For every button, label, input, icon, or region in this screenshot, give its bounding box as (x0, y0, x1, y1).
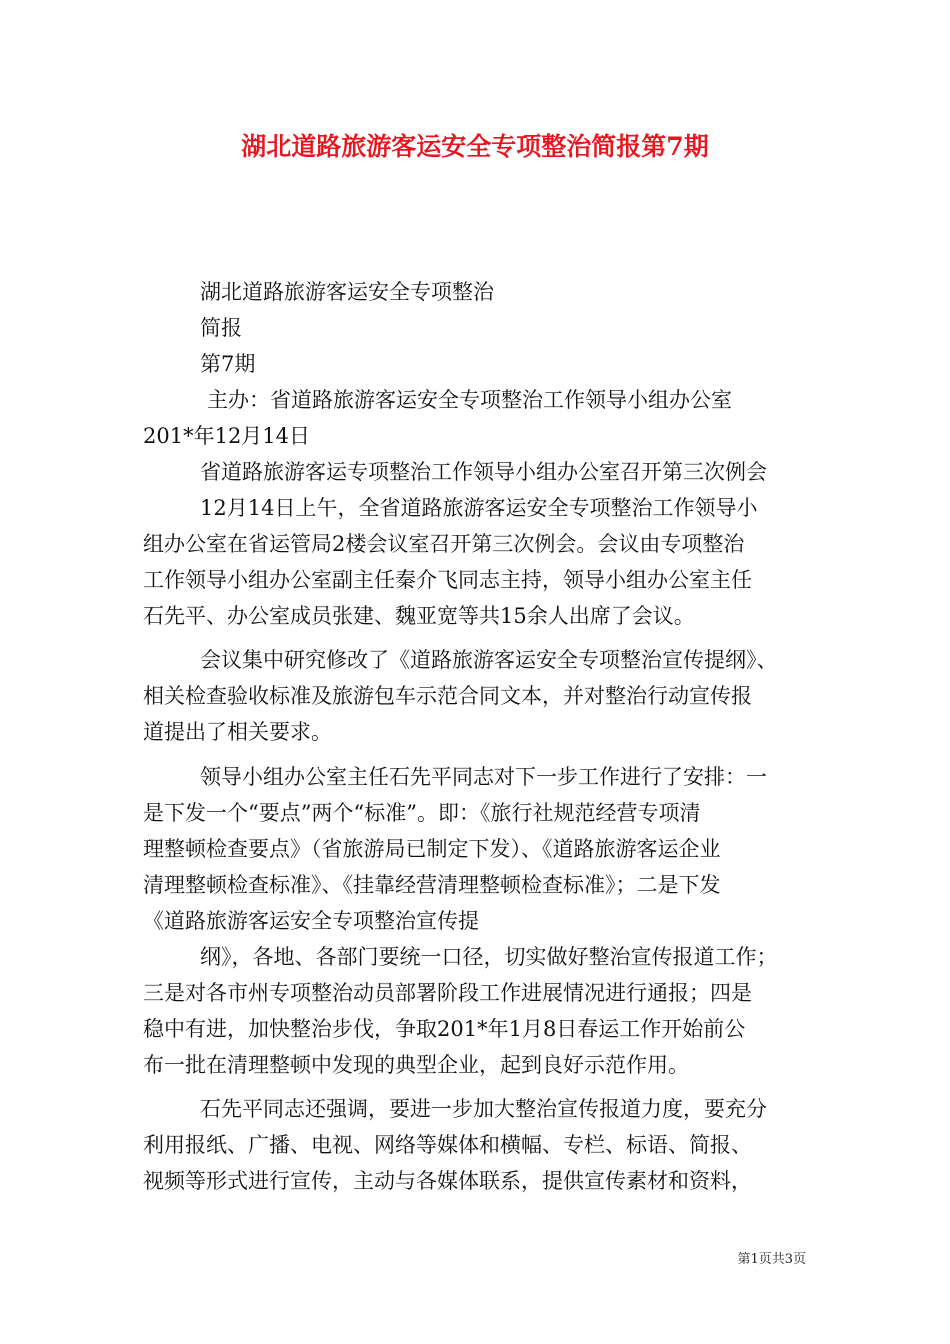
headline: 省道路旅游客运专项整治工作领导小组办公室召开第三次例会 (200, 460, 767, 484)
page-number: 第1页共3页 (737, 1252, 806, 1267)
date-line: 201*年12月14日 (143, 424, 311, 448)
paragraph-line: 工作领导小组办公室副主任秦介飞同志主持，领导小组办公室主任 (143, 568, 752, 592)
paragraph-line: 组办公室在省运管局2楼会议室召开第三次例会。会议由专项整治 (143, 532, 745, 556)
document-title: 湖北道路旅游客运安全专项整治简报第7期 (241, 132, 709, 161)
header-line: 简报 (200, 316, 242, 340)
header-line: 第7期 (200, 352, 256, 376)
paragraph-line: 视频等形式进行宣传，主动与各媒体联系，提供宣传素材和资料， (143, 1169, 752, 1193)
paragraph-line: 道提出了相关要求。 (143, 720, 332, 744)
header-line: 湖北道路旅游客运安全专项整治 (200, 280, 494, 304)
paragraph-line: 稳中有进，加快整治步伐，争取201*年1月8日春运工作开始前公 (143, 1017, 746, 1041)
paragraph-line: 清理整顿检查标准》、《挂靠经营清理整顿检查标准》；二是下发 (143, 873, 721, 897)
paragraph-line: 理整顿检查要点》（省旅游局已制定下发）、《道路旅游客运企业 (143, 837, 721, 861)
paragraph-line: 纲》，各地、各部门要统一口径，切实做好整治宣传报道工作； (200, 945, 778, 969)
paragraph-line: 布一批在清理整顿中发现的典型企业，起到良好示范作用。 (143, 1053, 689, 1077)
paragraph-line: 12月14日上午，全省道路旅游客运安全专项整治工作领导小 (200, 496, 758, 520)
paragraph-line: 相关检查验收标准及旅游包车示范合同文本，并对整治行动宣传报 (143, 684, 752, 708)
paragraph-line: 是下发一个“要点”两个“标准”。即：《旅行社规范经营专项清 (143, 801, 701, 825)
paragraph-line: 石先平同志还强调，要进一步加大整治宣传报道力度，要充分 (200, 1097, 767, 1121)
paragraph-line: 《道路旅游客运安全专项整治宣传提 (143, 909, 479, 933)
paragraph-line: 三是对各市州专项整治动员部署阶段工作进展情况进行通报；四是 (143, 981, 752, 1005)
sponsor-line: 主办：省道路旅游客运安全专项整治工作领导小组办公室 (207, 388, 732, 412)
paragraph-line: 利用报纸、广播、电视、网络等媒体和横幅、专栏、标语、简报、 (143, 1133, 752, 1157)
paragraph-line: 石先平、办公室成员张建、魏亚宽等共15余人出席了会议。 (143, 604, 695, 628)
paragraph-line: 会议集中研究修改了《道路旅游客运安全专项整治宣传提纲》、 (200, 648, 778, 672)
paragraph-line: 领导小组办公室主任石先平同志对下一步工作进行了安排：一 (200, 765, 767, 789)
